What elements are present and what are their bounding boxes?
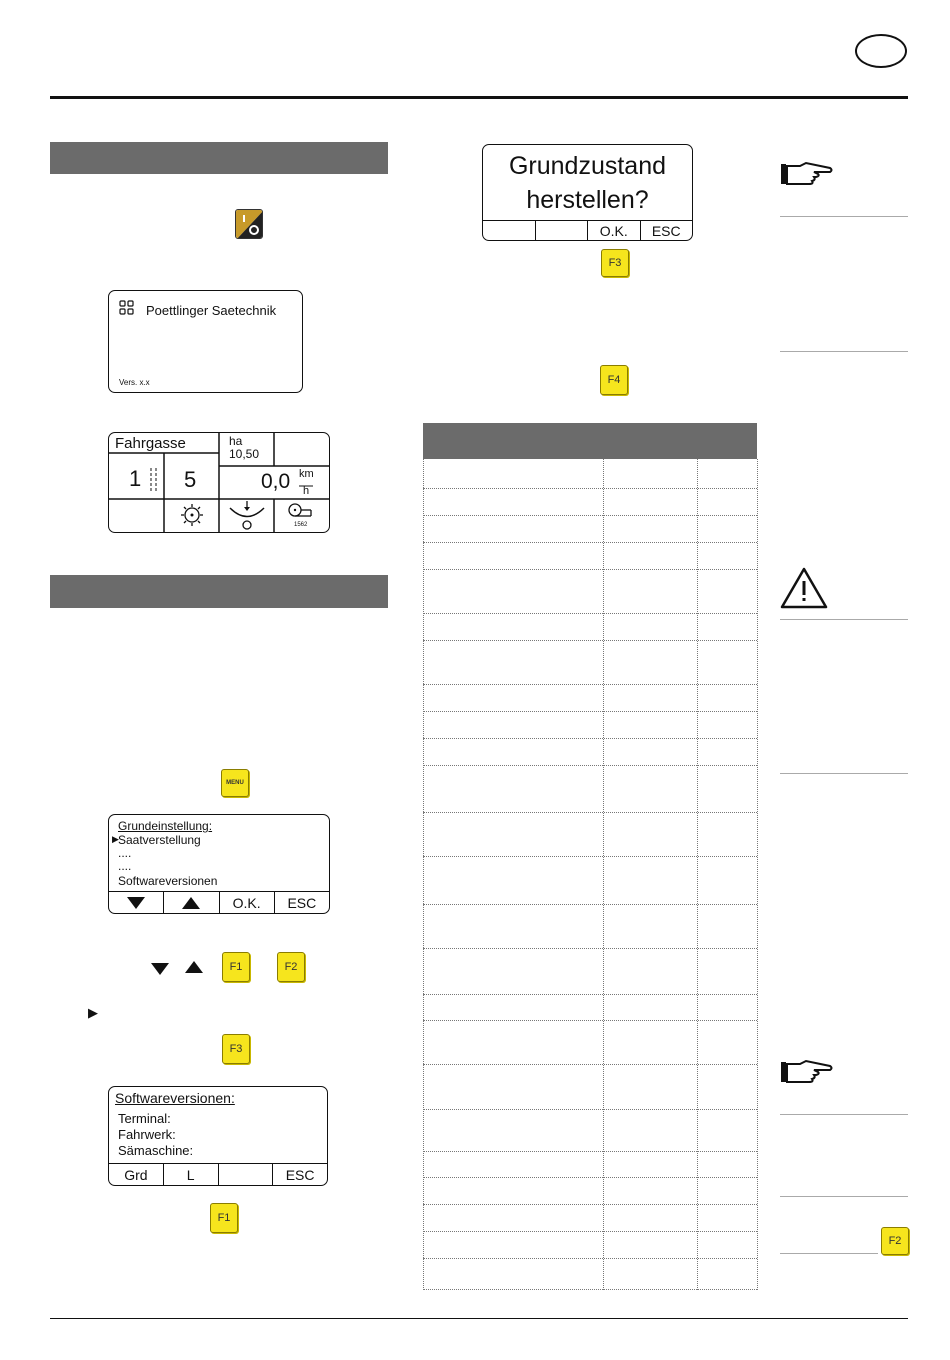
version-fkey-row: [109, 1163, 327, 1185]
fkey-up[interactable]: [164, 892, 219, 913]
menu-item-saatverstellung[interactable]: Saatverstellung: [118, 833, 201, 847]
fkey-l[interactable]: L: [164, 1164, 219, 1185]
table-row: [423, 1289, 757, 1290]
table-row: [423, 856, 757, 857]
speed-unit-den: h: [303, 485, 310, 497]
counter-wheel-icon: [287, 502, 313, 520]
table-row: [423, 1064, 757, 1065]
fkey-esc[interactable]: ESC: [651, 222, 681, 239]
f1-key[interactable]: F1: [222, 952, 250, 982]
section-heading-bar-1: [50, 142, 388, 174]
speed-unit-num: km: [299, 468, 314, 480]
table-row: [423, 904, 757, 905]
fahrgasse-label: Fahrgasse: [115, 435, 186, 452]
table-row: [423, 613, 757, 614]
menu-cursor-icon: ▶: [112, 834, 119, 844]
table-row: [423, 948, 757, 949]
cursor-icon: ▶: [88, 1005, 98, 1020]
ha-label: ha: [229, 434, 243, 448]
version-screen: [108, 1086, 328, 1186]
side-rule: [780, 216, 908, 217]
menu-item-2[interactable]: ....: [118, 846, 132, 860]
side-rule: [780, 619, 908, 620]
boot-screen: [108, 290, 303, 393]
pointing-hand-icon: [780, 1058, 834, 1086]
menu-key[interactable]: MENU: [221, 769, 249, 797]
fkey-2[interactable]: [536, 221, 589, 240]
side-rule: [780, 1253, 878, 1254]
menu-item-3[interactable]: ....: [118, 859, 132, 873]
fkey-ok[interactable]: O.K.: [588, 221, 641, 240]
fkey-1[interactable]: [483, 221, 536, 240]
table-row: [423, 711, 757, 712]
reset-screen: [482, 144, 693, 241]
fkey-esc[interactable]: ESC: [287, 894, 317, 911]
table-row: [423, 515, 757, 516]
table-row: [423, 1109, 757, 1110]
menu-item-softwareversionen[interactable]: Softwareversionen: [118, 874, 218, 888]
arrow-down-icon: [151, 963, 169, 975]
f2-key-side[interactable]: F2: [881, 1227, 909, 1255]
table-column-line: [757, 459, 758, 1290]
table-row: [423, 684, 757, 685]
table-row: [423, 738, 757, 739]
fkey-empty[interactable]: [219, 1164, 274, 1185]
table-column-line: [423, 459, 424, 1290]
table-column-line: [603, 459, 604, 1290]
table-row: [423, 640, 757, 641]
version-saemaschine: Sämaschine:: [118, 1143, 194, 1158]
tramline-value: 1: [129, 466, 142, 491]
work-screen: [108, 432, 330, 533]
table-row: [423, 812, 757, 813]
table-row: [423, 765, 757, 766]
table-row: [423, 542, 757, 543]
arrow-up-icon: [182, 897, 200, 909]
version-title: Softwareversionen:: [115, 1090, 235, 1106]
side-rule: [780, 773, 908, 774]
f3-key[interactable]: F3: [222, 1034, 250, 1064]
table-row: [423, 1177, 757, 1178]
side-rule: [780, 351, 908, 352]
arrow-down-icon: [127, 897, 145, 909]
table-row: [423, 1020, 757, 1021]
footer-rule: [50, 1318, 908, 1319]
warning-icon: [780, 567, 828, 609]
version-terminal: Terminal:: [118, 1111, 171, 1126]
fkey-grd[interactable]: Grd: [109, 1164, 164, 1185]
hopper-icon: [227, 501, 267, 531]
reset-fkey-row: [483, 220, 692, 240]
side-rule: [780, 1114, 908, 1115]
ha-value: 10,50: [229, 447, 260, 461]
counter-label: 1562: [294, 522, 308, 528]
menu-title: Grundeinstellung:: [118, 819, 213, 833]
fkey-esc[interactable]: ESC: [285, 1166, 315, 1183]
boot-version-text: Vers. x.x: [119, 378, 150, 387]
table-row: [423, 994, 757, 995]
reset-line-1: Grundzustand: [508, 152, 667, 180]
fkey-ok[interactable]: O.K.: [220, 892, 275, 913]
arrow-up-icon: [185, 961, 203, 973]
side-rule: [780, 1196, 908, 1197]
boot-logo-text: Poettlinger Saetechnik: [146, 303, 277, 318]
table-row: [423, 1258, 757, 1259]
table-column-line: [697, 459, 698, 1290]
f4-key[interactable]: F4: [600, 365, 628, 395]
version-fahrwerk: Fahrwerk:: [118, 1127, 176, 1142]
speed-value: 0,0: [261, 470, 291, 493]
table-row: [423, 569, 757, 570]
shaft-rotation-icon: [180, 503, 204, 527]
table-row: [423, 1204, 757, 1205]
f2-key[interactable]: F2: [277, 952, 305, 982]
reset-line-2: herstellen?: [526, 186, 649, 214]
section-heading-bar-2: [50, 575, 388, 608]
logo-icon: [119, 300, 134, 315]
table-row: [423, 1231, 757, 1232]
count-value: 5: [184, 467, 197, 492]
menu-screen: [108, 814, 330, 914]
table-row: [423, 488, 757, 489]
header-rule: [50, 96, 908, 99]
menu-fkey-row: [109, 891, 329, 913]
fkey-down[interactable]: [109, 892, 164, 913]
f3-key-middle[interactable]: F3: [601, 249, 629, 277]
table-row: [423, 1151, 757, 1152]
power-key-icon[interactable]: [235, 209, 263, 239]
table-header: [423, 423, 757, 459]
pointing-hand-icon: [780, 160, 834, 188]
language-badge: [855, 34, 907, 68]
f1-key-bottom[interactable]: F1: [210, 1203, 238, 1233]
